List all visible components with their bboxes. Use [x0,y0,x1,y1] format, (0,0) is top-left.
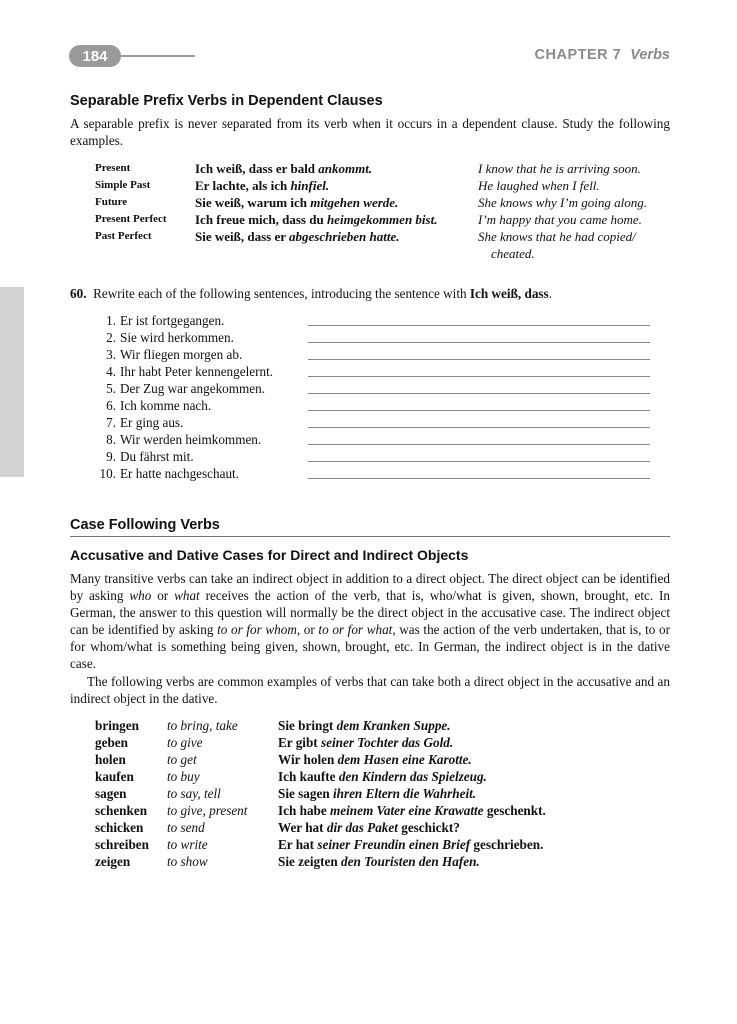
german-example: Er lachte, als ich hinfiel. [195,178,330,193]
english-translation: He laughed when I fell. [478,178,600,193]
german-example: Sie weiß, warum ich mitgehen werde. [195,195,399,210]
exercise-item: 7. Er ging aus. [92,415,652,432]
page-number: 184 [69,45,121,67]
answer-line[interactable] [308,427,650,428]
exercise-item: 4. Ihr habt Peter kennengelernt. [92,364,652,381]
verb-row: bringen to bring, take Sie bringt dem Kranken Suppe. [95,718,451,733]
verb-row: schreiben to write Er hat seiner Freundin einen Brief geschrieben. [95,837,544,852]
verb-row: holen to get Wir holen dem Hasen eine Karotte. [95,752,472,767]
english-translation: She knows why I’m going along. [478,195,647,210]
tense-row [95,178,675,195]
header-rule [121,55,195,57]
verb-row: zeigen to show Sie zeigten den Touristen den Hafen. [95,854,480,869]
verb-row: schenken to give, present Ich habe meinem Vater eine Krawatte geschenkt. [95,803,546,818]
exercise-item: 2. Sie wird herkommen. [92,330,652,347]
section-rule [70,536,670,537]
exercise-item: 6. Ich komme nach. [92,398,652,415]
english-translation: She knows that he had copied/ [478,229,636,244]
answer-line[interactable] [308,325,650,326]
answer-line[interactable] [308,410,650,411]
english-translation: I know that he is arriving soon. [478,161,641,176]
section2-paragraph-1: Many transitive verbs can take an indirect object in addition to a direct object. The direct object can be identified by asking who or what receives the action of the verb, that is, who/what is given, shown, brought, etc. In German, the answer to this question will normally be the direct object in the accusative case. The indirect object can be identified by asking to or for whom, or to or for what, was the action of the verb undertaken, that is, to or for whom/what is something being given, shown, brought, etc. In German, the indirect object is in the dative case. [70,571,670,671]
tense-row [95,229,675,246]
exercise-item: 5. Der Zug war angekommen. [92,381,652,398]
side-thumb-tab [0,287,24,477]
answer-line[interactable] [308,478,650,479]
verb-row: geben to give Er gibt seiner Tochter das Gold. [95,735,454,750]
tense-label: Past Perfect [95,230,152,242]
exercise-item: 9. Du fährst mit. [92,449,652,466]
answer-line[interactable] [308,461,650,462]
tense-label: Simple Past [95,179,151,191]
answer-line[interactable] [308,359,650,360]
tense-row [95,212,675,229]
answer-line[interactable] [308,393,650,394]
verb-row: kaufen to buy Ich kaufte den Kindern das Spielzeug. [95,769,487,784]
answer-line[interactable] [308,342,650,343]
german-example: Ich weiß, dass er bald ankommt. [195,161,373,176]
tense-row-continuation [95,246,675,263]
tense-label: Present [95,162,131,174]
exercise-number: 60. [70,286,87,301]
chapter-label: CHAPTER 7 [534,47,622,63]
answer-line[interactable] [308,444,650,445]
subsection-heading: Accusative and Dative Cases for Direct and Indirect Objects [70,547,469,563]
answer-line[interactable] [308,376,650,377]
tense-label: Future [95,196,128,208]
exercise-item: 10. Er hatte nachgeschaut. [92,466,652,483]
section-heading-separable: Separable Prefix Verbs in Dependent Clauses [70,93,383,109]
exercise-item: 1. Er ist fortgegangen. [92,313,652,330]
exercise-instruction: 60. Rewrite each of the following sentences, introducing the sentence with Ich weiß, dass. [70,286,552,301]
verb-row: schicken to send Wer hat dir das Paket geschickt? [95,820,460,835]
chapter-header [535,47,670,63]
german-example: Sie weiß, dass er abgeschrieben hatte. [195,229,400,244]
section1-intro: A separable prefix is never separated from its verb when it occurs in a dependent clause. Study the following examples. [70,116,670,148]
exercise-item: 8. Wir werden heimkommen. [92,432,652,449]
tense-label: Present Perfect [95,213,167,225]
english-translation-cont: cheated. [491,246,535,261]
section2-paragraph-2: The following verbs are common examples of verbs that can take both a direct object in the accusative and an indirect object in the dative. [70,674,670,706]
tense-row [95,195,675,212]
chapter-title: Verbs [630,47,670,63]
english-translation: I’m happy that you came home. [478,212,642,227]
tense-row [95,161,675,178]
german-example: Ich freue mich, dass du heimgekommen bist. [195,212,438,227]
exercise-item: 3. Wir fliegen morgen ab. [92,347,652,364]
verb-row: sagen to say, tell Sie sagen ihren Eltern die Wahrheit. [95,786,477,801]
section-heading-case: Case Following Verbs [70,517,220,533]
